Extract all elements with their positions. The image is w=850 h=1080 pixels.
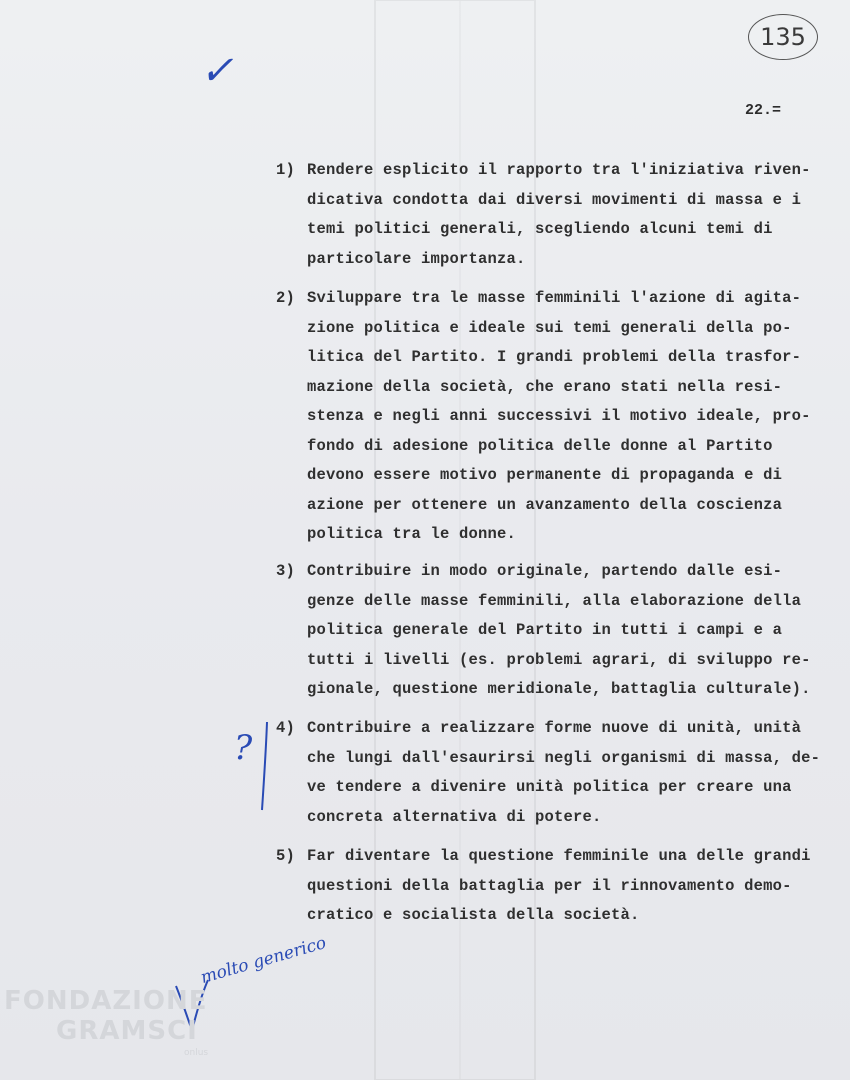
list-item-text: Rendere esplicito il rapporto tra l'iniziativa riven- dicativa condotta dai diversi movimenti di massa e i temi politici generali, scegliendo alcuni temi di particolare importanza.: [307, 161, 811, 268]
logo-line-1: FONDAZIONE: [4, 986, 208, 1016]
handwritten-margin-line: [258, 720, 272, 812]
list-item-text: Contribuire a realizzare forme nuove di unità, unità che lungi dall'esaurirsi negli organismi di massa, de- ve tendere a divenire unità politica per creare una concreta alternativa di potere.: [307, 719, 821, 826]
page-number: 22.=: [745, 102, 782, 119]
list-item-text: Far diventare la questione femminile una delle grandi questioni della battaglia per il rinnovamento demo- cratico e socialista della società.: [307, 847, 811, 924]
handwritten-check-mark: ✓: [200, 48, 234, 94]
fondazione-gramsci-logo: [4, 986, 224, 1076]
list-item-number: 1): [276, 161, 296, 179]
archive-page-number: [748, 14, 818, 60]
list-item-text: Sviluppare tra le masse femminili l'azione di agita- zione politica e ideale sui temi generali della po- litica del Partito. I grandi problemi della trasfor- mazione della società, che erano stati nella resi- stenza e negli anni successivi il motivo ideale, pro- fondo di adesione politica delle donne al Partito devono essere motivo permanente di propaganda e di azione per ottenere un avanzamento della coscienza politica tra le donne.: [307, 289, 811, 543]
handwritten-question-mark: ?: [234, 728, 253, 768]
list-item-number: 4): [276, 719, 296, 737]
list-item-number: 5): [276, 847, 296, 865]
list-item-number: 3): [276, 562, 296, 580]
list-item-text: Contribuire in modo originale, partendo dalle esi- genze delle masse femminili, alla elaborazione della politica generale del Partito in tutti i campi e a tutti i livelli (es. problemi agrari, di sviluppo re- gionale, questione meridionale, battaglia culturale).: [307, 562, 811, 698]
list-item-number: 2): [276, 289, 296, 307]
logo-line-2: GRAMSCI: [56, 1016, 198, 1046]
logo-line-3: onlus: [184, 1048, 209, 1058]
archive-page-number-text: 135: [760, 23, 806, 51]
handwritten-note: molto generico: [198, 933, 329, 988]
